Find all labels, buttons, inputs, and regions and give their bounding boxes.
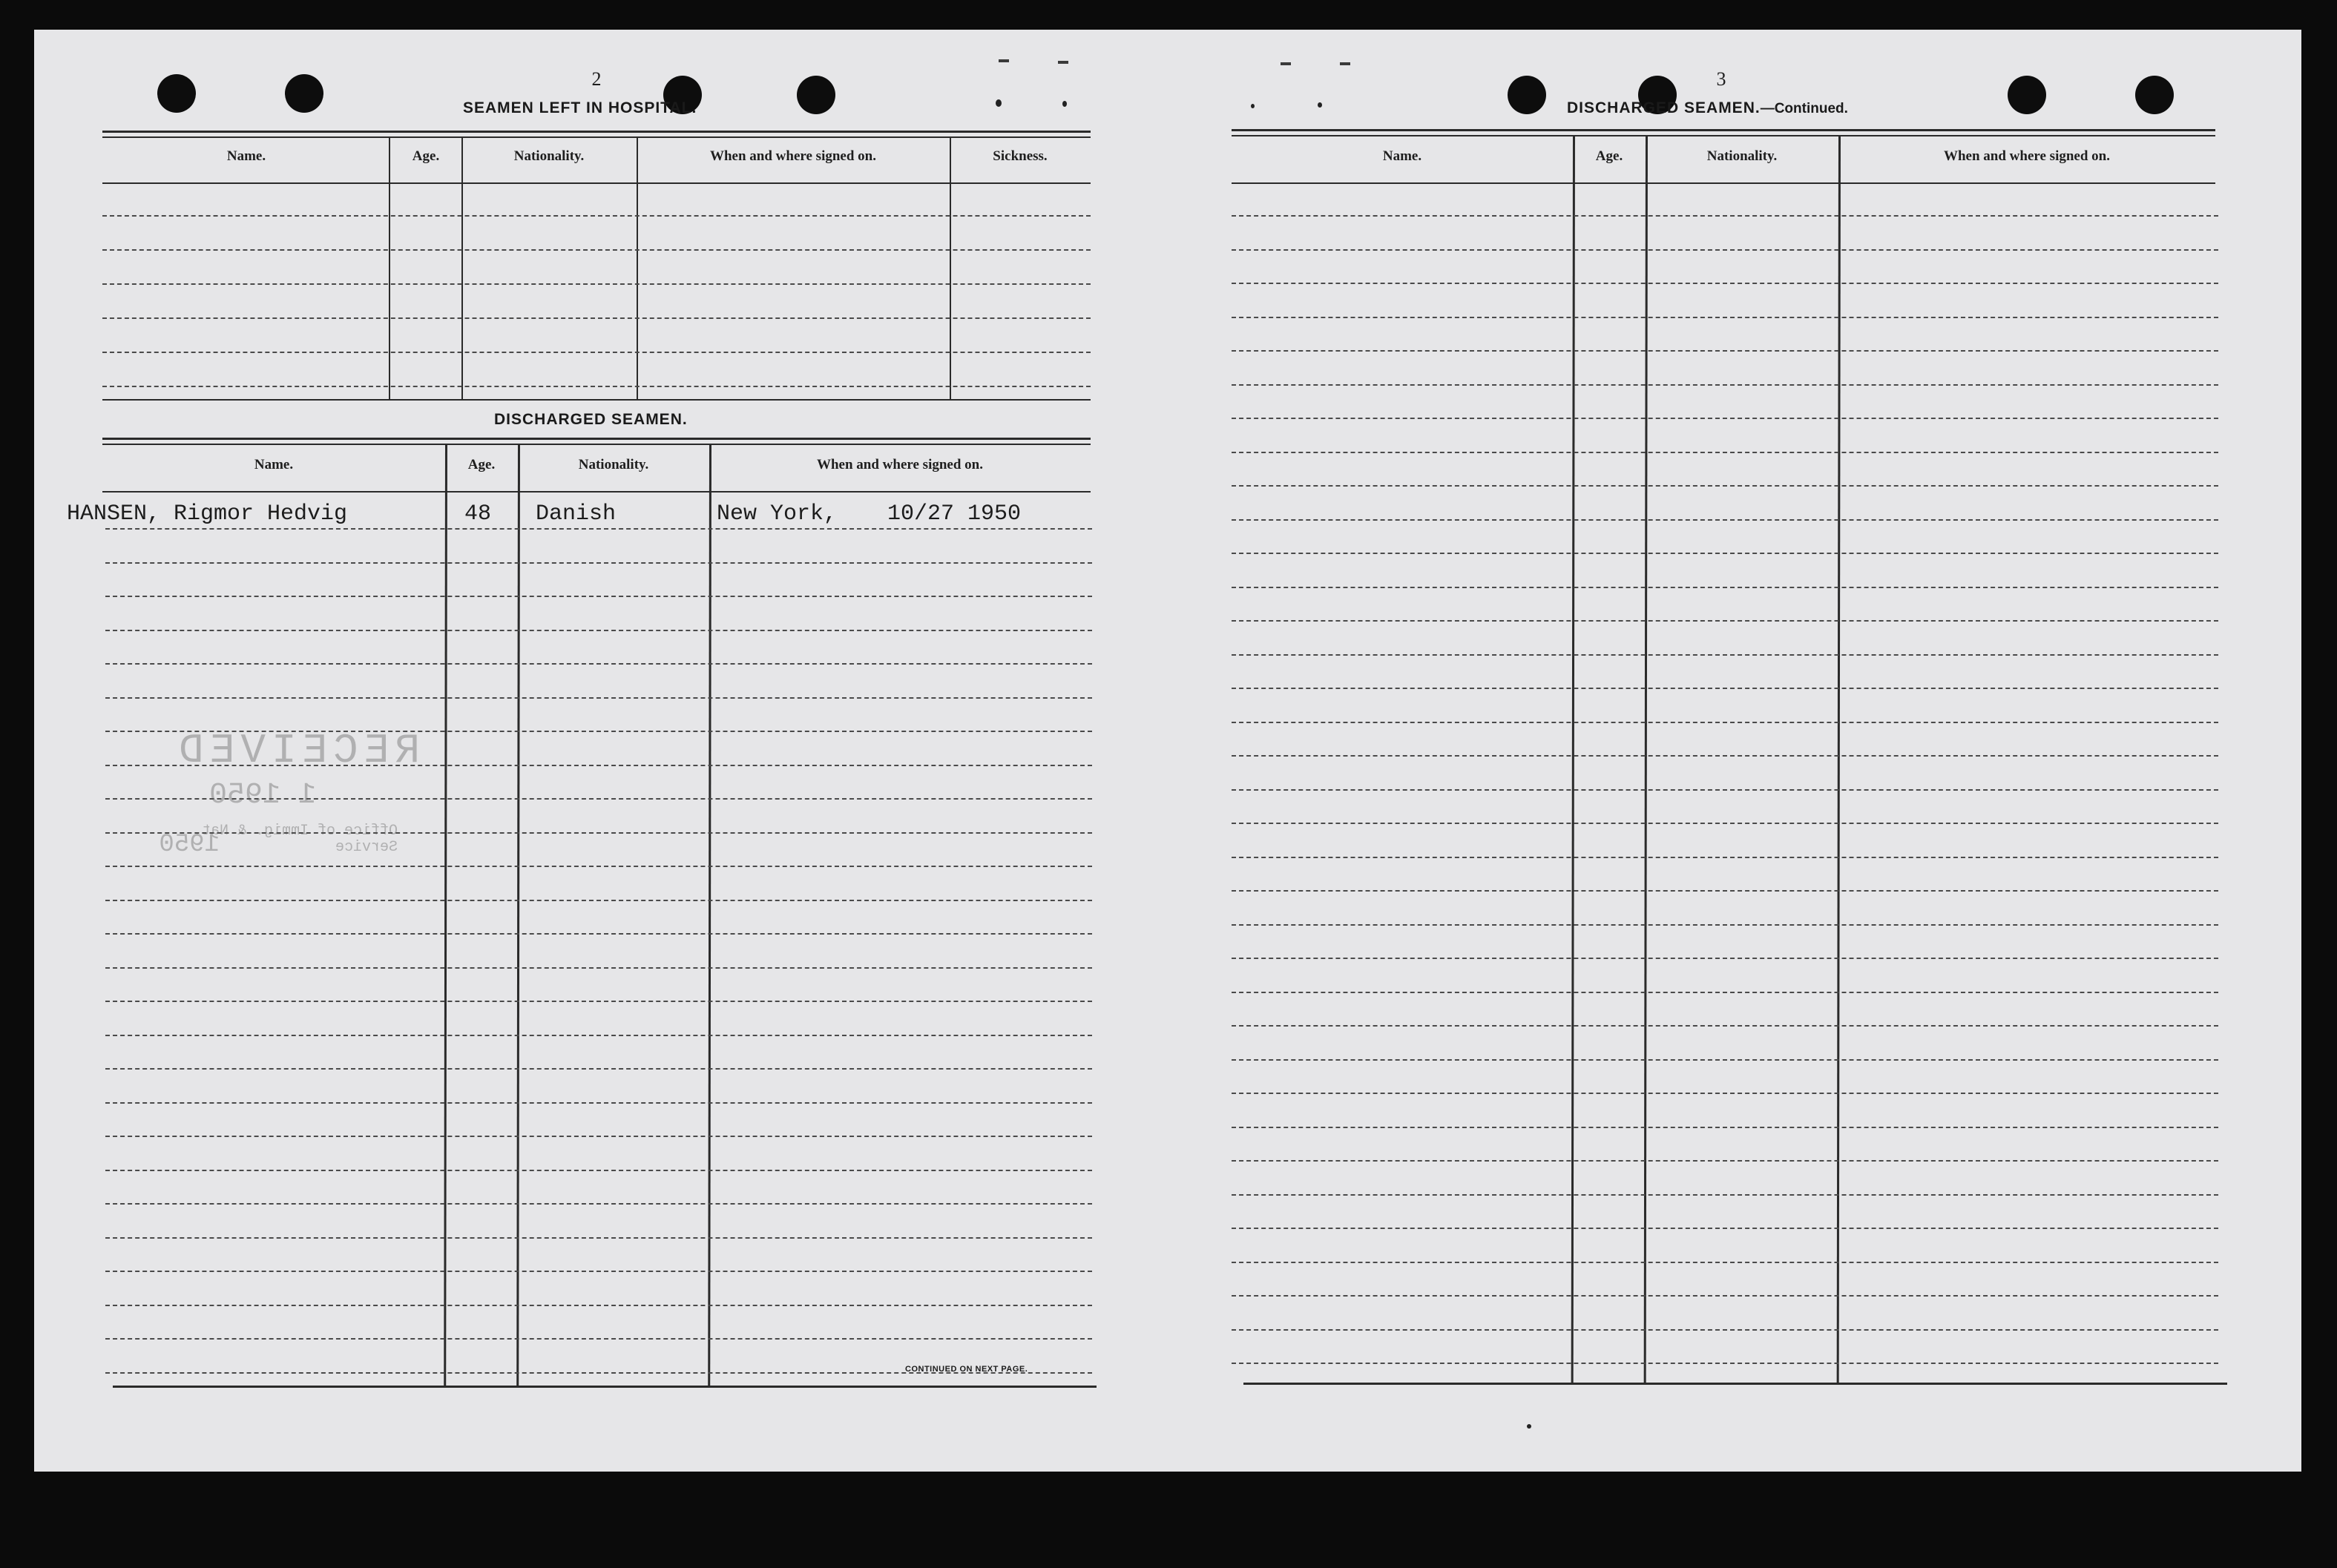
ruled-line bbox=[1232, 620, 2218, 622]
ruled-line bbox=[1232, 350, 2218, 352]
ruled-line bbox=[102, 352, 1091, 353]
ruled-line bbox=[1232, 587, 2218, 588]
column-divider bbox=[1837, 136, 1841, 1383]
page-number-left: 2 bbox=[591, 68, 602, 90]
ruled-line bbox=[102, 386, 1091, 387]
ruled-line bbox=[105, 1305, 1092, 1306]
punch-hole bbox=[285, 74, 323, 113]
hospital-col-sickness: Sickness. bbox=[993, 148, 1048, 164]
ruled-line bbox=[1232, 1262, 2218, 1263]
speck bbox=[1062, 101, 1067, 107]
ruled-line bbox=[1232, 519, 2218, 521]
ruled-line bbox=[1232, 1329, 2218, 1331]
discharged-col-age: Age. bbox=[467, 457, 496, 472]
discharged-col-signed-on: When and where signed on. bbox=[816, 457, 983, 472]
ruled-line bbox=[105, 900, 1092, 901]
right-col-name: Name. bbox=[1382, 148, 1422, 164]
hospital-col-signed-on: When and where signed on. bbox=[709, 148, 876, 164]
stamp-text: 1950 bbox=[159, 831, 220, 859]
manifest-sheet bbox=[34, 30, 2301, 1472]
rule bbox=[102, 182, 1091, 184]
column-divider bbox=[1644, 136, 1648, 1383]
ruled-line bbox=[1232, 823, 2218, 824]
ruled-line bbox=[105, 1237, 1092, 1239]
right-col-nationality: Nationality. bbox=[1706, 148, 1778, 164]
rule bbox=[1243, 1383, 2227, 1385]
ruled-line bbox=[105, 1068, 1092, 1070]
rule bbox=[102, 399, 1091, 401]
ruled-line bbox=[1232, 384, 2218, 386]
rule bbox=[1232, 182, 2215, 184]
rule bbox=[102, 438, 1091, 440]
ruled-line bbox=[1232, 992, 2218, 993]
discharged-continued-suffix: —Continued. bbox=[1760, 101, 1848, 116]
ruled-line bbox=[1232, 857, 2218, 858]
discharged-section-title: DISCHARGED SEAMEN. bbox=[494, 411, 688, 428]
speck bbox=[1527, 1424, 1531, 1429]
rule bbox=[102, 131, 1091, 133]
column-divider bbox=[444, 445, 447, 1387]
ruled-line bbox=[105, 1001, 1092, 1002]
ruled-line bbox=[1232, 924, 2218, 926]
punch-hole bbox=[2135, 76, 2174, 114]
column-divider bbox=[950, 138, 951, 399]
ruled-line bbox=[105, 663, 1092, 665]
ruled-line bbox=[1232, 485, 2218, 487]
stamp-text: Office of Immig. & Nat. Service bbox=[192, 823, 398, 856]
ruled-line bbox=[105, 528, 1092, 530]
punch-hole bbox=[157, 74, 196, 113]
discharged-continued-title bbox=[1567, 99, 1848, 117]
punch-hole bbox=[2008, 76, 2046, 114]
ruled-line bbox=[105, 967, 1092, 969]
rule bbox=[113, 1386, 1097, 1388]
column-divider bbox=[516, 445, 520, 1387]
column-divider bbox=[1571, 136, 1575, 1383]
rule bbox=[1232, 129, 2215, 131]
right-col-age: Age. bbox=[1595, 148, 1623, 164]
ruled-line bbox=[1232, 1025, 2218, 1027]
ruled-line bbox=[1232, 755, 2218, 757]
ruled-line bbox=[105, 562, 1092, 564]
ruled-line bbox=[105, 1203, 1092, 1205]
ruled-line bbox=[102, 283, 1091, 285]
rule bbox=[102, 444, 1091, 445]
ruled-line bbox=[102, 317, 1091, 319]
discharged-continued-title-main: DISCHARGED SEAMEN. bbox=[1567, 99, 1761, 116]
ruled-line bbox=[102, 215, 1091, 217]
received-stamp bbox=[138, 727, 464, 897]
speck bbox=[1340, 62, 1350, 65]
ruled-line bbox=[105, 1271, 1092, 1272]
ruled-line bbox=[1232, 1127, 2218, 1128]
ruled-line bbox=[105, 1136, 1092, 1137]
ruled-line bbox=[105, 596, 1092, 597]
hospital-col-age: Age. bbox=[412, 148, 440, 164]
column-divider bbox=[708, 445, 711, 1387]
ruled-line bbox=[102, 249, 1091, 251]
ruled-line bbox=[1232, 215, 2218, 217]
ruled-line bbox=[1232, 890, 2218, 892]
ruled-line bbox=[1232, 1363, 2218, 1364]
rule bbox=[102, 136, 1091, 138]
ruled-line bbox=[1232, 452, 2218, 453]
speck bbox=[1058, 61, 1068, 64]
ruled-line bbox=[1232, 283, 2218, 284]
ruled-line bbox=[1232, 722, 2218, 723]
discharged-col-name: Name. bbox=[254, 457, 294, 472]
seaman-signed-on-place: New York, bbox=[717, 501, 838, 527]
speck bbox=[1318, 102, 1322, 108]
speck bbox=[1251, 104, 1255, 108]
ruled-line bbox=[1232, 958, 2218, 959]
rule bbox=[102, 491, 1091, 493]
right-col-signed-on: When and where signed on. bbox=[1943, 148, 2110, 164]
rule bbox=[1232, 135, 2215, 136]
continued-note: CONTINUED ON NEXT PAGE. bbox=[905, 1365, 1028, 1374]
stamp-text: RECEIVED bbox=[173, 727, 420, 774]
punch-hole bbox=[797, 76, 835, 114]
speck bbox=[996, 99, 1002, 107]
discharged-col-nationality: Nationality. bbox=[578, 457, 649, 472]
ruled-line bbox=[1232, 553, 2218, 554]
ruled-line bbox=[1232, 317, 2218, 318]
column-divider bbox=[389, 138, 390, 399]
column-divider bbox=[461, 138, 463, 399]
ruled-line bbox=[105, 697, 1092, 699]
column-divider bbox=[637, 138, 638, 399]
speck bbox=[999, 59, 1009, 62]
punch-hole bbox=[1508, 76, 1546, 114]
speck bbox=[1281, 62, 1291, 65]
ruled-line bbox=[105, 1035, 1092, 1036]
ruled-line bbox=[1232, 789, 2218, 791]
ruled-line bbox=[1232, 249, 2218, 251]
ruled-line bbox=[105, 933, 1092, 935]
ruled-line bbox=[1232, 418, 2218, 419]
ruled-line bbox=[105, 1102, 1092, 1104]
page-number-right: 3 bbox=[1716, 68, 1726, 90]
hospital-section-title: SEAMEN LEFT IN HOSPITAL. bbox=[463, 99, 697, 116]
seaman-name: HANSEN, Rigmor Hedvig bbox=[67, 501, 348, 527]
ruled-line bbox=[1232, 1228, 2218, 1229]
seaman-signed-on-date: 10/27 1950 bbox=[887, 501, 1022, 527]
ruled-line bbox=[1232, 688, 2218, 689]
ruled-line bbox=[1232, 1059, 2218, 1061]
ruled-line bbox=[105, 1170, 1092, 1171]
ruled-line bbox=[105, 630, 1092, 631]
seaman-age: 48 bbox=[464, 501, 492, 527]
ruled-line bbox=[1232, 1194, 2218, 1196]
ruled-line bbox=[1232, 1093, 2218, 1094]
seaman-nationality: Danish bbox=[536, 501, 617, 527]
ruled-line bbox=[1232, 654, 2218, 656]
hospital-col-name: Name. bbox=[226, 148, 266, 164]
ruled-line bbox=[105, 1338, 1092, 1340]
hospital-col-nationality: Nationality. bbox=[513, 148, 585, 164]
stamp-text: 1 1950 bbox=[208, 779, 316, 812]
ruled-line bbox=[1232, 1160, 2218, 1162]
ruled-line bbox=[1232, 1295, 2218, 1297]
